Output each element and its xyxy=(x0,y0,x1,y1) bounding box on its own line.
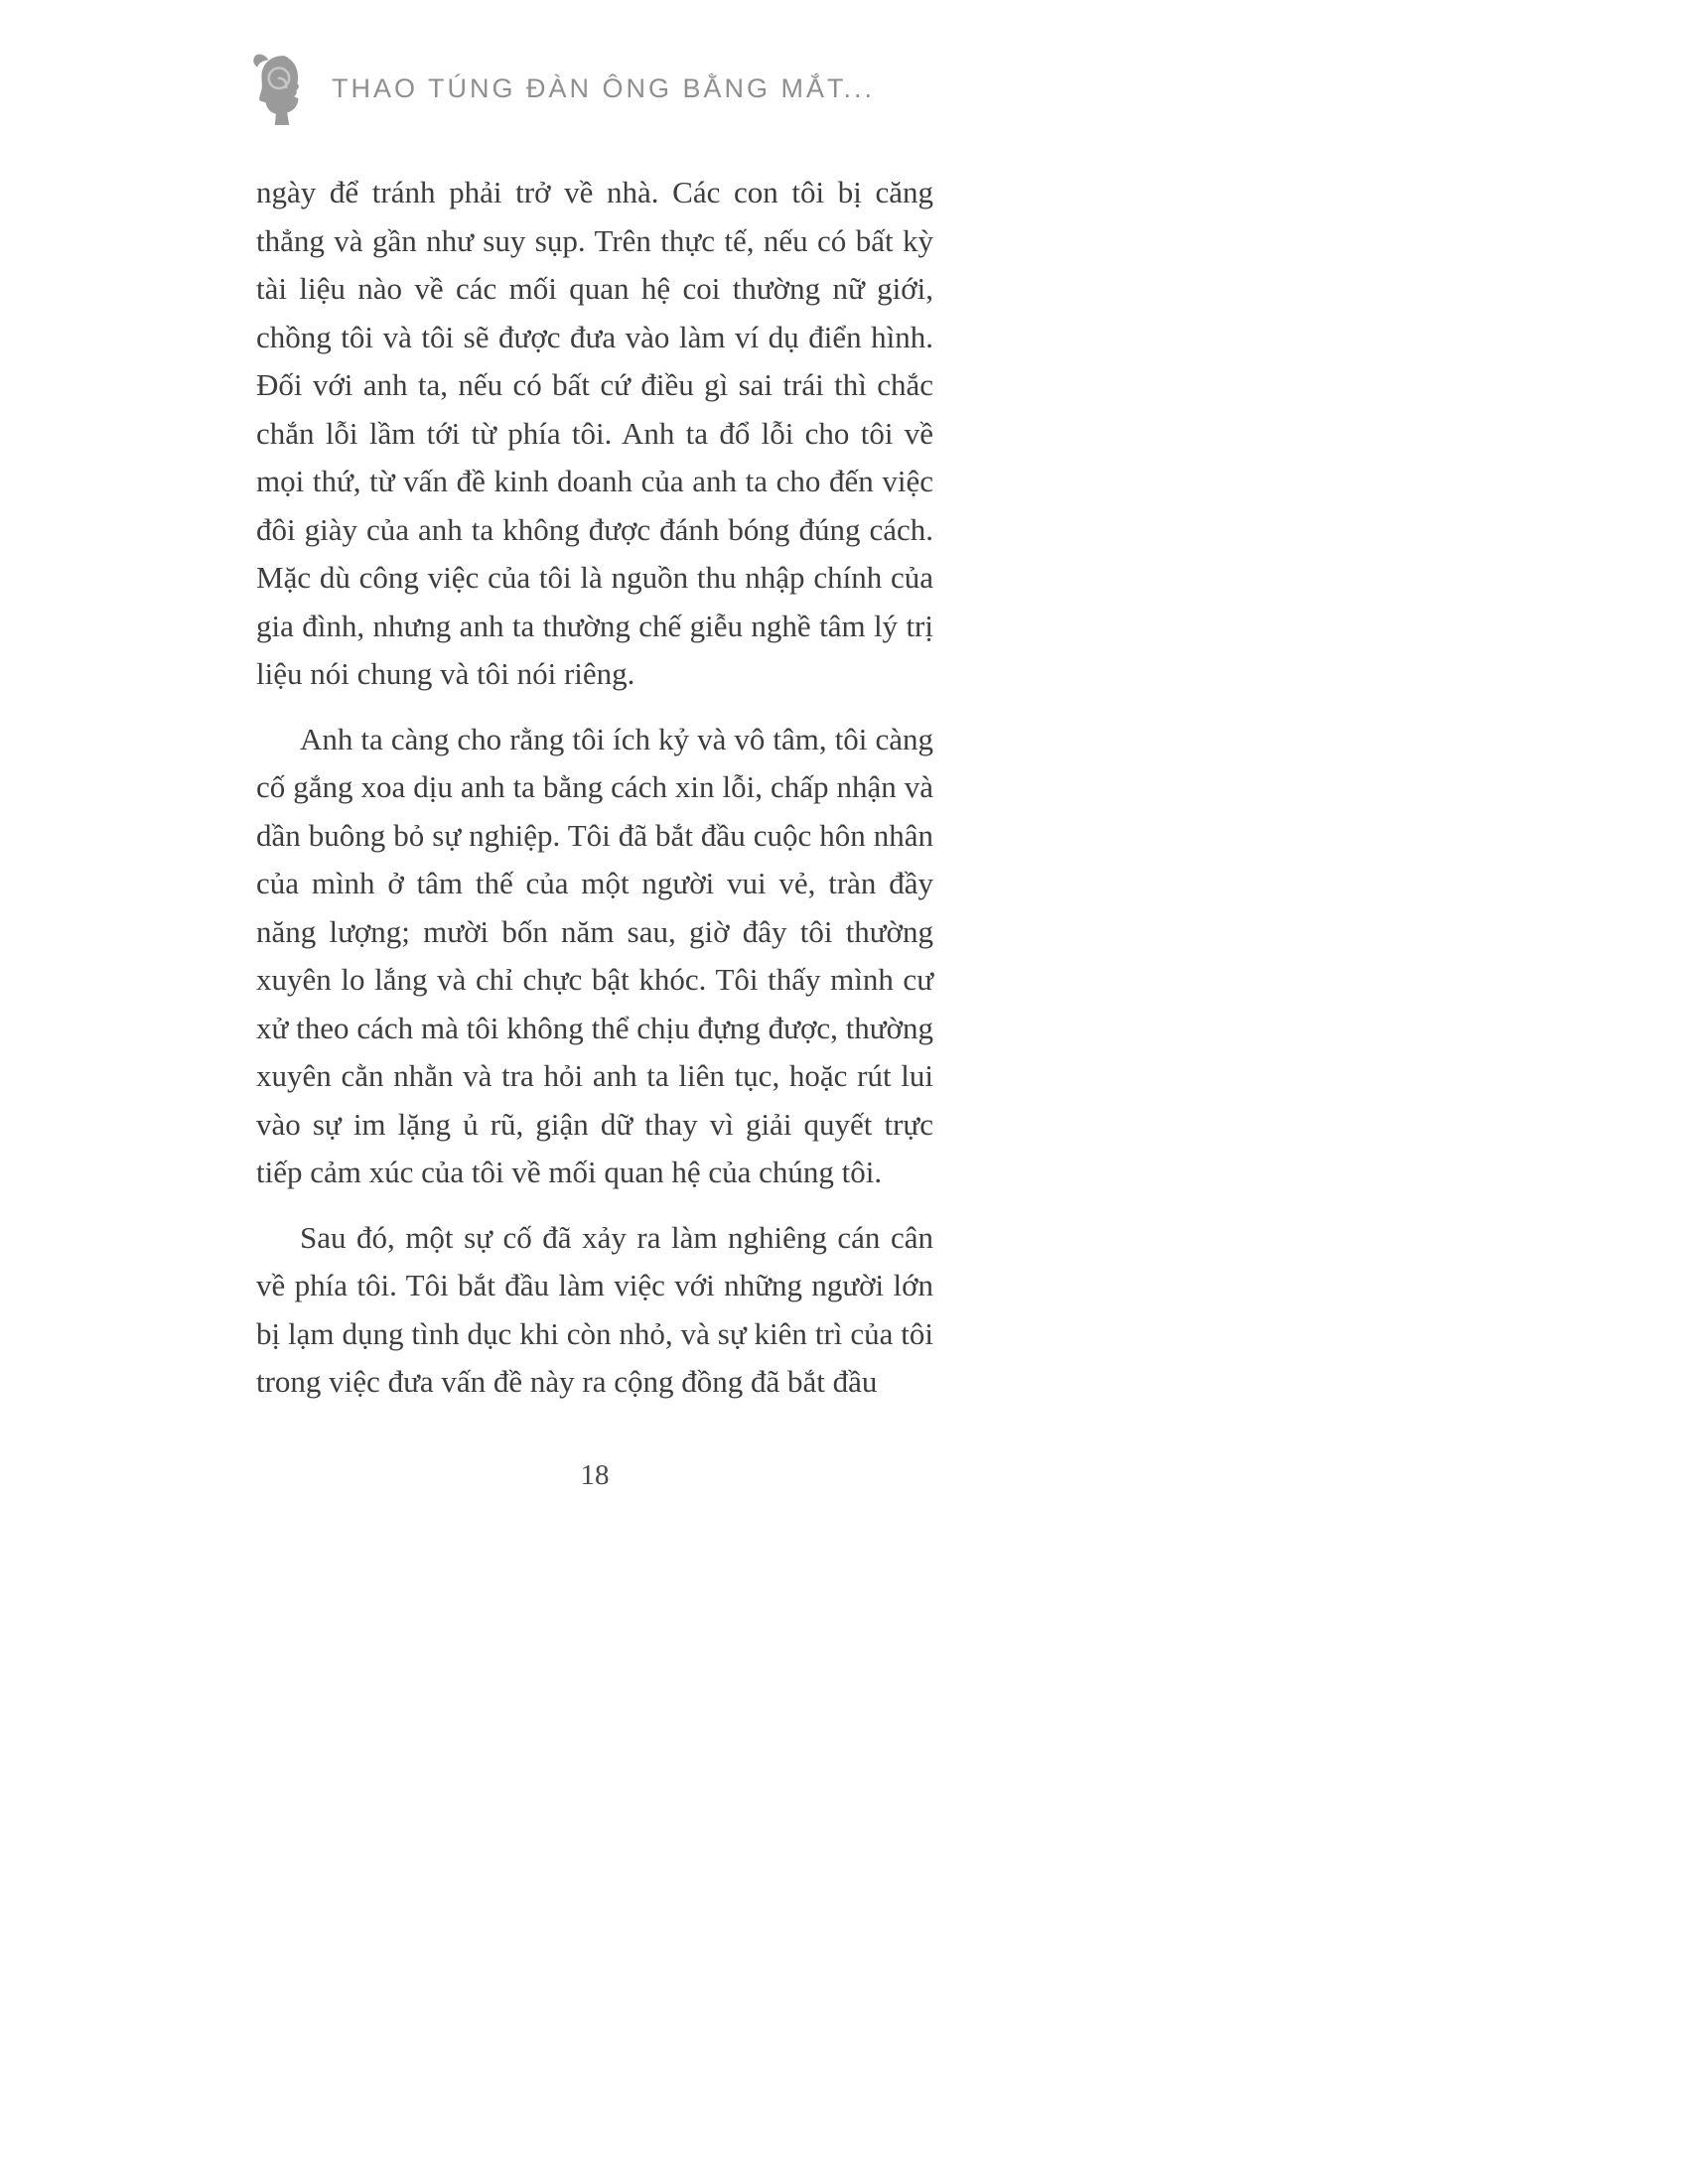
running-head-title: THAO TÚNG ĐÀN ÔNG BẰNG MẮT... xyxy=(332,72,876,103)
woman-head-icon xyxy=(248,50,314,127)
page-header xyxy=(248,50,875,127)
page-footer xyxy=(256,1459,933,1492)
paragraph-1: ngày để tránh phải trở về nhà. Các con tôi bị căng thẳng và gần như suy sụp. Trên thực tế, nếu có bất kỳ tài liệu nào về các mối quan hệ coi thường nữ giới, chồng tôi và tôi sẽ được đưa vào làm ví dụ điển hình. Đối với anh ta, nếu có bất cứ điều gì sai trái thì chắc chắn lỗi lầm tới từ phía tôi. Anh ta đổ lỗi cho tôi về mọi thứ, từ vấn đề kinh doanh của anh ta cho đến việc đôi giày của anh ta không được đánh bóng đúng cách. Mặc dù công việc của tôi là nguồn thu nhập chính của gia đình, nhưng anh ta thường chế giễu nghề tâm lý trị liệu nói chung và tôi nói riêng. xyxy=(256,175,933,691)
body-text xyxy=(256,169,933,1424)
paragraph-3: Sau đó, một sự cố đã xảy ra làm nghiêng cán cân về phía tôi. Tôi bắt đầu làm việc với những người lớn bị lạm dụng tình dục khi còn nhỏ, và sự kiên trì của tôi trong việc đưa vấn đề này ra cộng đồng đã bắt đầu xyxy=(256,1219,933,1399)
paragraph-2: Anh ta càng cho rằng tôi ích kỷ và vô tâm, tôi càng cố gắng xoa dịu anh ta bằng cách xin lỗi, chấp nhận và dần buông bỏ sự nghiệp. Tôi đã bắt đầu cuộc hôn nhân của mình ở tâm thế của một người vui vẻ, tràn đầy năng lượng; mười bốn năm sau, giờ đây tôi thường xuyên lo lắng và chỉ chực bật khóc. Tôi thấy mình cư xử theo cách mà tôi không thể chịu đựng được, thường xuyên cằn nhằn và tra hỏi anh ta liên tục, hoặc rút lui vào sự im lặng ủ rũ, giận dữ thay vì giải quyết trực tiếp cảm xúc của tôi về mối quan hệ của chúng tôi. xyxy=(256,721,933,1189)
page-number: 18 xyxy=(580,1459,610,1491)
